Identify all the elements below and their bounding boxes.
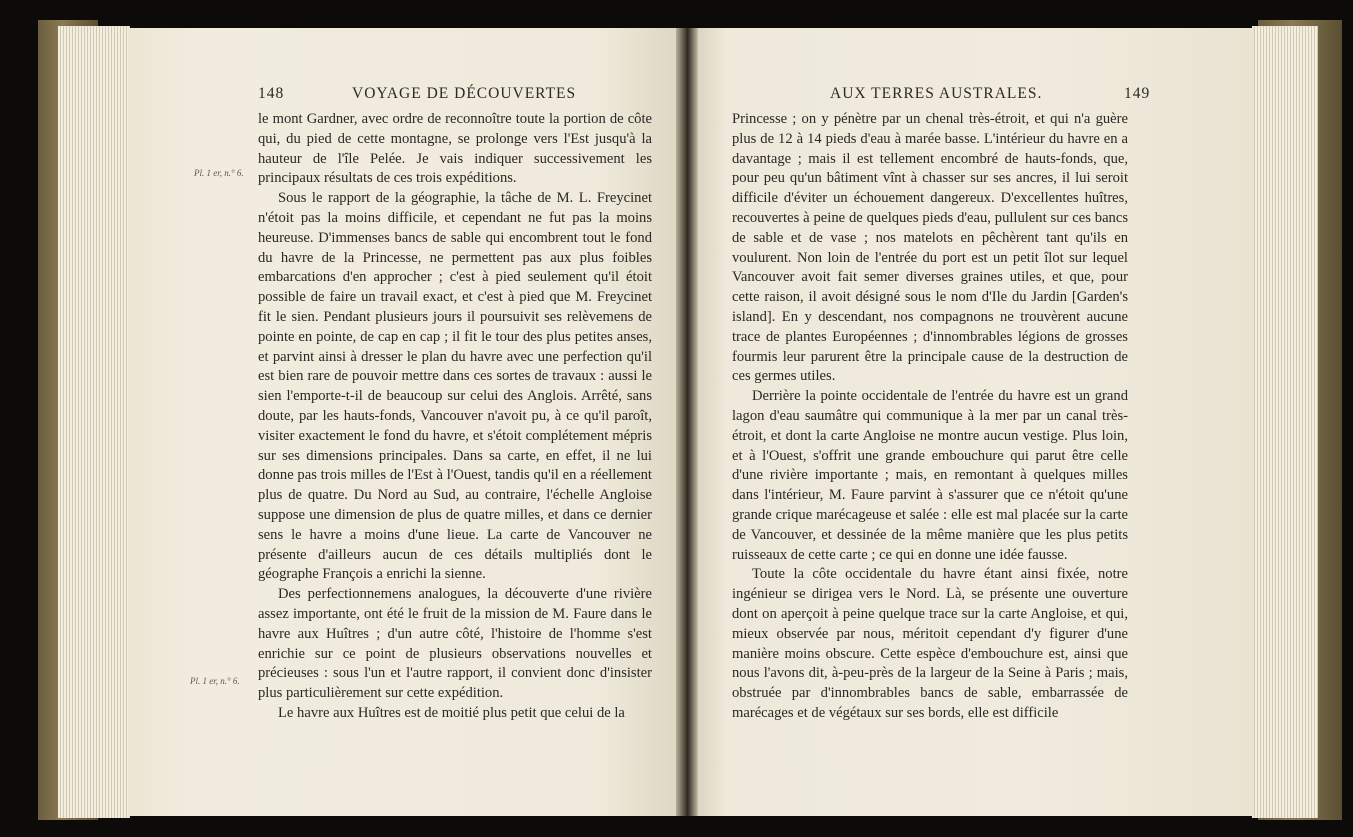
left-page-edges (58, 26, 130, 818)
left-page-text (258, 110, 652, 724)
right-page-number: 149 (1124, 85, 1151, 102)
left-page-number: 148 (258, 85, 285, 102)
margin-note: Pl. 1 er, n.° 6. (190, 676, 240, 686)
paragraph: le mont Gardner, avec ordre de reconnoître toute la portion de côte qui, du pied de cette montagne, se prolonge vers l'Est jusqu'à la hauteur de l'île Pelée. Je vais indiquer successivement les principaux résultats de ces trois expéditions. (258, 111, 652, 187)
paragraph: Des perfectionnemens analogues, la découverte d'une rivière assez importante, ont été le fruit de la mission de M. Faure dans le havre aux Huîtres ; d'un autre côté, l'histoire de l'homme s'est enrichie sur ce point de plusieurs observations nouvelles et précieuses : sous l'un et l'autre rapport, il convient donc d'insister plus particulièrement sur cette expédition. (258, 586, 652, 702)
paragraph: Princesse ; on y pénètre par un chenal très-étroit, et qui n'a guère plus de 12 à 14 pieds d'eau à marée basse. L'intérieur du havre en a davantage ; mais il est tellement encombré de hauts-fonds, que, pour peu qu'un bâtiment vînt à chasser sur ses ancres, il lui seroit difficile d'éviter un échouement dangereux. D'excellentes huîtres, recouvertes à peine de quelques pieds d'eau, pullulent sur ces bancs de sable et de vase ; nos matelots en pêchèrent tant qu'ils en voulurent. Non loin de l'entrée du port est un petit îlot sur lequel Vancouver avoit fait semer diverses graines utiles, et que, pour cette raison, il avoit désigné sous le nom d'Ile du Jardin [Garden's island]. En y descendant, nos compagnons ne trouvèrent aucune trace de plantes Européennes ; d'innombrables légions de grosses fourmis leur parurent être la principale cause de la destruction de ces germes utiles. (732, 111, 1128, 385)
paragraph: Derrière la pointe occidentale de l'entrée du havre est un grand lagon d'eau saumâtre qui communique à la mer par un canal très-étroit, et dont la carte Angloise ne montre aucun vestige. Plus loin, et à l'Ouest, s'offrit une grande embouchure qui parut être celle d'une rivière importante ; mais, en remontant à quelques milles dans l'intérieur, M. Faure parvint à s'assurer que ce n'étoit qu'une grande crique marécageuse et salée : elle est mal placée sur la carte de Vancouver, et dessinée de la même manière que les plus petits ruisseaux de cette carte ; ce qui en donne une idée fausse. (732, 388, 1128, 563)
paragraph: Toute la côte occidentale du havre étant ainsi fixée, notre ingénieur se dirigea vers le Nord. Là, se présente une ouverture dont on aperçoit à peine quelque trace sur la carte Angloise, et qui, mieux observée par nous, méritoit cependant d'y figurer d'une manière moins obscure. Cette espèce d'embouchure est, ainsi que nous l'avons dit, à-peu-près de la largeur de la Seine à Paris ; mais, obstruée par d'innombrables bancs de sable, embarrassée de marécages et de végétaux sur ses bords, elle est difficile (732, 566, 1128, 721)
margin-note: Pl. 1 er, n.° 6. (194, 168, 244, 178)
paragraph: Sous le rapport de la géographie, la tâche de M. L. Freycinet n'étoit pas la moins difficile, et cependant ne fut pas la moins heureuse. D'immenses bancs de sable qui encombrent tout le fond du havre de la Princesse, ne permettent pas aux plus foibles embarcations d'en approcher ; c'est à pied seulement qu'il étoit possible de faire un travail exact, et c'est à pied que M. Freycinet fit le sien. Pendant plusieurs jours il poursuivit ses relèvemens de pointe en pointe, de cap en cap ; il fit le tour des plus petites anses, et parvint ainsi à dresser le plan du havre avec une perfection qu'il est bien rare de pouvoir mettre dans ces sortes de travaux : aussi le sien l'emporte-t-il de beaucoup sur celui des Anglois. Arrêté, sans doute, par les hauts-fonds, Vancouver n'avoit pu, à ce qu'il paroît, visiter exactement le fond du havre, et s'étoit complétement mépris sur ses dimensions principales. Dans sa carte, en effet, il ne lui donne pas trois milles de l'Est à l'Ouest, tandis qu'il en a réellement plus de quatre. Du Nord au Sud, au contraire, l'échelle Angloise suppose une dimension de plus de quatre milles, et dans ce dernier sens le havre a moins d'une lieue. La carte de Vancouver ne présente d'ailleurs aucun de ces détails multipliés dont le géographe François a enrichi la sienne. (258, 190, 652, 583)
paragraph: Le havre aux Huîtres est de moitié plus petit que celui de la (278, 704, 625, 721)
book-gutter (676, 28, 698, 816)
left-running-head: VOYAGE DE DÉCOUVERTES (352, 85, 577, 102)
right-running-head: AUX TERRES AUSTRALES. (830, 85, 1043, 102)
right-page-edges (1252, 26, 1318, 818)
right-page-text (732, 110, 1128, 724)
